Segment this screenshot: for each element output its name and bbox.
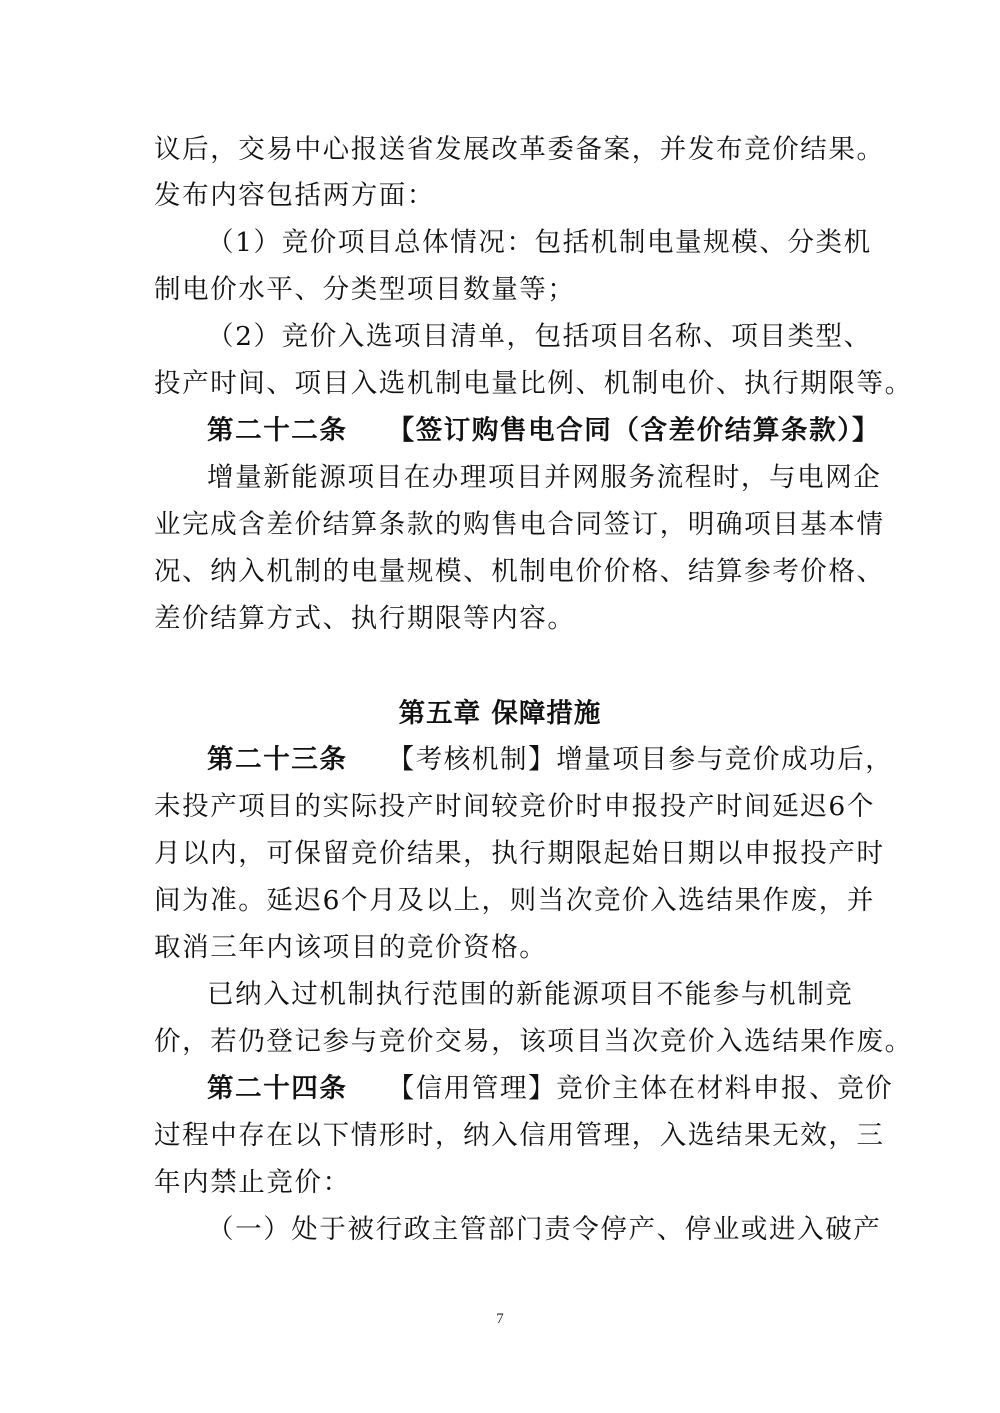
body-line: 增量新能源项目在办理项目并网服务流程时，与电网企 (207, 462, 882, 493)
article-24-heading (207, 1069, 907, 1109)
list-item-line: （1）竞价项目总体情况：包括机制电量规模、分类机 (207, 227, 872, 258)
body-line: 况、纳入机制的电量规模、机制电价价格、结算参考价格、 (154, 556, 885, 587)
body-line: 月以内，可保留竞价结果，执行期限起始日期以申报投产时 (154, 838, 885, 869)
list-item-line: （2）竞价入选项目清单，包括项目名称、项目类型、 (207, 321, 872, 352)
article-text: 【信用管理】竞价主体在材料申报、竞价 (387, 1073, 894, 1104)
chapter-heading: 第五章 保障措施 (398, 698, 602, 729)
list-item-line: （一）处于被行政主管部门责令停产、停业或进入破产 (207, 1214, 882, 1245)
body-line: 间为准。延迟6个月及以上，则当次竞价入选结果作废，并 (154, 885, 875, 916)
article-number: 第二十二条 (207, 415, 348, 446)
body-line: 未投产项目的实际投产时间较竞价时申报投产时间延迟6个 (154, 791, 875, 822)
body-line: 年内禁止竞价： (154, 1167, 351, 1198)
article-number: 第二十三条 (207, 744, 348, 775)
article-23-heading (207, 740, 907, 780)
body-line: 制电价水平、分类型项目数量等； (154, 274, 576, 305)
article-text: 【考核机制】增量项目参与竞价成功后， (387, 744, 894, 775)
body-line: 已纳入过机制执行范围的新能源项目不能参与机制竞 (207, 979, 854, 1010)
article-22-heading (207, 411, 907, 451)
body-line: 过程中存在以下情形时，纳入信用管理，入选结果无效，三 (154, 1120, 885, 1151)
body-line: 差价结算方式、执行期限等内容。 (154, 603, 576, 634)
body-line: 业完成含差价结算条款的购售电合同签订，明确项目基本情 (154, 509, 885, 540)
body-line: 发布内容包括两方面： (154, 180, 435, 211)
article-title: 【签订购售电合同（含差价结算条款）】 (387, 415, 881, 446)
body-line: 议后，交易中心报送省发展改革委备案，并发布竞价结果。 (154, 134, 885, 165)
body-line: 投产时间、项目入选机制电量比例、机制电价、执行期限等。 (154, 368, 913, 399)
body-line: 取消三年内该项目的竞价资格。 (154, 932, 548, 963)
body-line: 价，若仍登记参与竞价交易，该项目当次竞价入选结果作废。 (154, 1026, 913, 1057)
article-number: 第二十四条 (207, 1073, 348, 1104)
page-number: 7 (496, 1311, 504, 1327)
